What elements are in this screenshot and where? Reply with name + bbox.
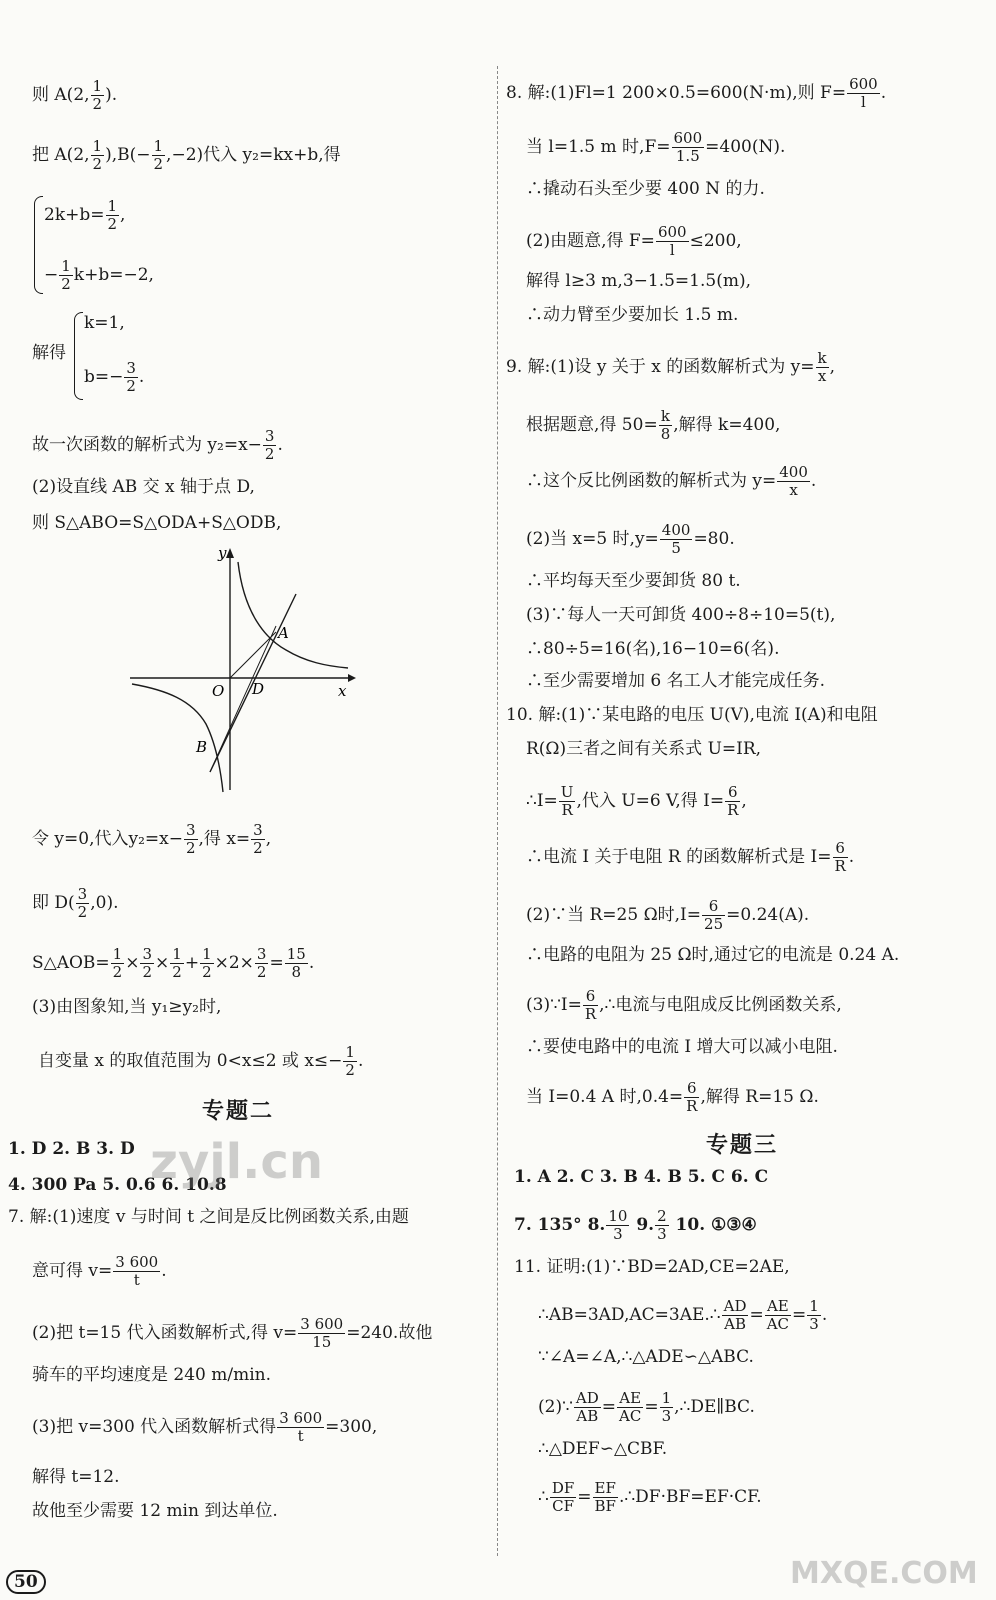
equation-brace [74,312,83,400]
origin-label: O [212,682,225,700]
x-label: x [338,682,347,700]
function-graph [126,544,356,794]
answer-line: 1. D 2. B 3. D [8,1139,135,1159]
text-line: 11. 证明:(1)∵BD=2AD,CE=2AE, [514,1257,790,1277]
answer-line: 7. 135° 8. $\frac{10}{3}$ 9. $\frac{2}{3}$ 10. ①③④ [514,1207,757,1243]
text-line: ∴撬动石头至少要 400 N 的力. [526,179,765,199]
line-oa [230,632,276,678]
formula-lhs: S△AOB= [32,953,110,973]
text-line: (2)设直线 AB 交 x 轴于点 D, [32,477,255,497]
y-label: y [218,544,227,562]
text-line: (3)∵I= $\frac{6}{R}$ ,∴电流与电阻成反比例函数关系, [526,987,842,1023]
watermark-zyjl: zyjl.cn [150,1134,323,1190]
right-column [506,0,996,1600]
answer-line: 1. A 2. C 3. B 4. B 5. C 6. C [514,1167,769,1187]
text-line: ∴这个反比例函数的解析式为 y= $\frac{400}{x}$ . [526,463,817,499]
y-axis-arrow [226,548,234,558]
text-line: ∴△DEF∽△CBF. [538,1439,668,1459]
section-heading: 专题三 [706,1132,779,1158]
text-line: 9. 解:(1)设 y 关于 x 的函数解析式为 y= $\frac{k}{x}$ , [506,349,835,385]
text-line: ∴I= $\frac{U}{R}$ ,代入 U=6 V,得 I= $\frac{6}{R}$ , [526,783,747,819]
text-line: ∴电路的电阻为 25 Ω时,通过它的电流是 0.24 A. [526,945,900,965]
operator: = [269,953,284,973]
left-column [0,0,492,1600]
text-line: 骑车的平均速度是 240 m/min. [32,1365,272,1385]
text-line: 解得 [32,343,66,363]
text-line: ∴要使电路中的电流 I 增大可以减小电阻. [526,1037,838,1057]
text-line: 8. 解:(1)Fl=1 200×0.5=600(N·m),则 F= $\frac{600}{l}$ . [506,75,887,111]
point-d-label: D [252,680,265,698]
text-line: 意可得 v= $\frac{3 600}{t}$ . [32,1253,167,1289]
operator: ×2× [214,953,254,973]
text-line: (2)把 t=15 代入函数解析式,得 v= $\frac{3 600}{15}$ =240.故他 [32,1315,433,1351]
punctuation: . [308,953,315,973]
hyperbola-branch-2 [132,684,223,792]
text-line: 自变量 x 的取值范围为 0<x≤2 或 x≤− $\frac{1}{2}$ . [38,1043,364,1079]
fraction: $\frac{3}{2}$ [256,945,267,981]
fraction: $\frac{1}{2}$ [172,945,182,981]
text-line: (2)由题意,得 F= $\frac{600}{l}$ ≤200, [526,223,742,259]
area-formula-line [32,946,314,981]
hyperbola-branch-1 [238,562,348,668]
text-line: 当 I=0.4 A 时,0.4= $\frac{6}{R}$ ,解得 R=15 Ω. [526,1079,819,1115]
text-line: 7. 解:(1)速度 v 与时间 t 之间是反比例函数关系,由题 [8,1207,409,1227]
text-line: ∴平均每天至少要卸货 80 t. [526,571,741,591]
text-line: 故一次函数的解析式为 y₂=x− $\frac{3}{2}$ . [32,427,283,463]
x-axis-arrow [348,674,356,682]
text-line: 故他至少需要 12 min 到达单位. [32,1501,278,1521]
operator: + [184,953,200,973]
text-line: ∴80÷5=16(名),16−10=6(名). [526,639,780,659]
text-line: ∴动力臂至少要加长 1.5 m. [526,305,739,325]
answer-line: 4. 300 Pa 5. 0.6 6. 10.8 [8,1175,227,1195]
text-line: (2)当 x=5 时,y= $\frac{400}{5}$ =80. [526,521,735,557]
text-line: 当 l=1.5 m 时,F= $\frac{600}{1.5}$ =400(N). [526,129,786,165]
fraction: $\frac{1}{2}$ [112,945,123,981]
fraction: $\frac{1}{2}$ [202,945,212,981]
text-line: 解得 l≥3 m,3−1.5=1.5(m), [526,271,751,291]
text-line: ∵∠A=∠A,∴△ADE∽△ABC. [538,1347,754,1367]
text-line: 把 A(2, $\frac{1}{2}$ ),B(− $\frac{1}{2}$ ,−2)代入 y₂=kx+b,得 [32,137,341,173]
equation-line: − $\frac{1}{2}$ k+b=−2, [44,257,154,293]
fraction: $\frac{3}{2}$ [142,945,153,981]
equation-line: 2k+b= $\frac{1}{2}$ , [44,197,126,233]
text-line: 根据题意,得 50= $\frac{k}{8}$ ,解得 k=400, [526,407,781,443]
text-line: (2)∵ $\frac{AD}{AB}$ = $\frac{AE}{AC}$ = $\frac{1}{3}$ ,∴DE∥BC. [538,1389,755,1425]
section-heading: 专题二 [202,1098,275,1124]
fraction: $\frac{15}{8}$ [286,945,306,981]
page-number: 50 [6,1570,46,1594]
text-line: 解得 t=12. [32,1467,120,1487]
text-line: 则 S△ABO=S△ODA+S△ODB, [32,513,282,533]
point-b-label: B [196,738,208,756]
text-line: (2)∵当 R=25 Ω时,I= $\frac{6}{25}$ =0.24(A). [526,897,810,933]
text-line: R(Ω)三者之间有关系式 U=IR, [526,739,762,759]
text-line: (3)由图象知,当 y₁≥y₂时, [32,997,222,1017]
watermark-mxqe: MXQE.COM [790,1556,978,1591]
text-line: 10. 解:(1)∵某电路的电压 U(V),电流 I(A)和电阻 [506,705,878,725]
text-line: ∴AB=3AD,AC=3AE.∴ $\frac{AD}{AB}$ = $\frac{AE}{AC}$ = $\frac{1}{3}$ . [538,1297,828,1333]
text-line: ∴至少需要增加 6 名工人才能完成任务. [526,671,826,691]
equation-line: b=− $\frac{3}{2}$ . [84,359,145,395]
text-line: 令 y=0,代入y₂=x− $\frac{3}{2}$ ,得 x= $\frac{3}{2}$ , [32,821,272,857]
text-line: (3)把 v=300 代入函数解析式得 $\frac{3 600}{t}$ =300, [32,1409,378,1445]
equation-brace [34,196,43,294]
operator: × [155,953,170,973]
equation-line: k=1, [84,313,125,333]
operator: × [125,953,140,973]
point-a-label: A [278,624,289,642]
text-line: ∴电流 I 关于电阻 R 的函数解析式是 I= $\frac{6}{R}$ . [526,839,855,875]
text-line: ∴ $\frac{DF}{CF}$ = $\frac{EF}{BF}$ .∴DF·BF=EF·CF. [538,1479,762,1515]
text-line: (3)∵每人一天可卸货 400÷8÷10=5(t), [526,605,836,625]
column-divider [497,66,498,1556]
text-line: 则 A(2, $\frac{1}{2}$ ). [32,77,118,113]
text-line: 即 D( $\frac{3}{2}$ ,0). [32,885,119,921]
